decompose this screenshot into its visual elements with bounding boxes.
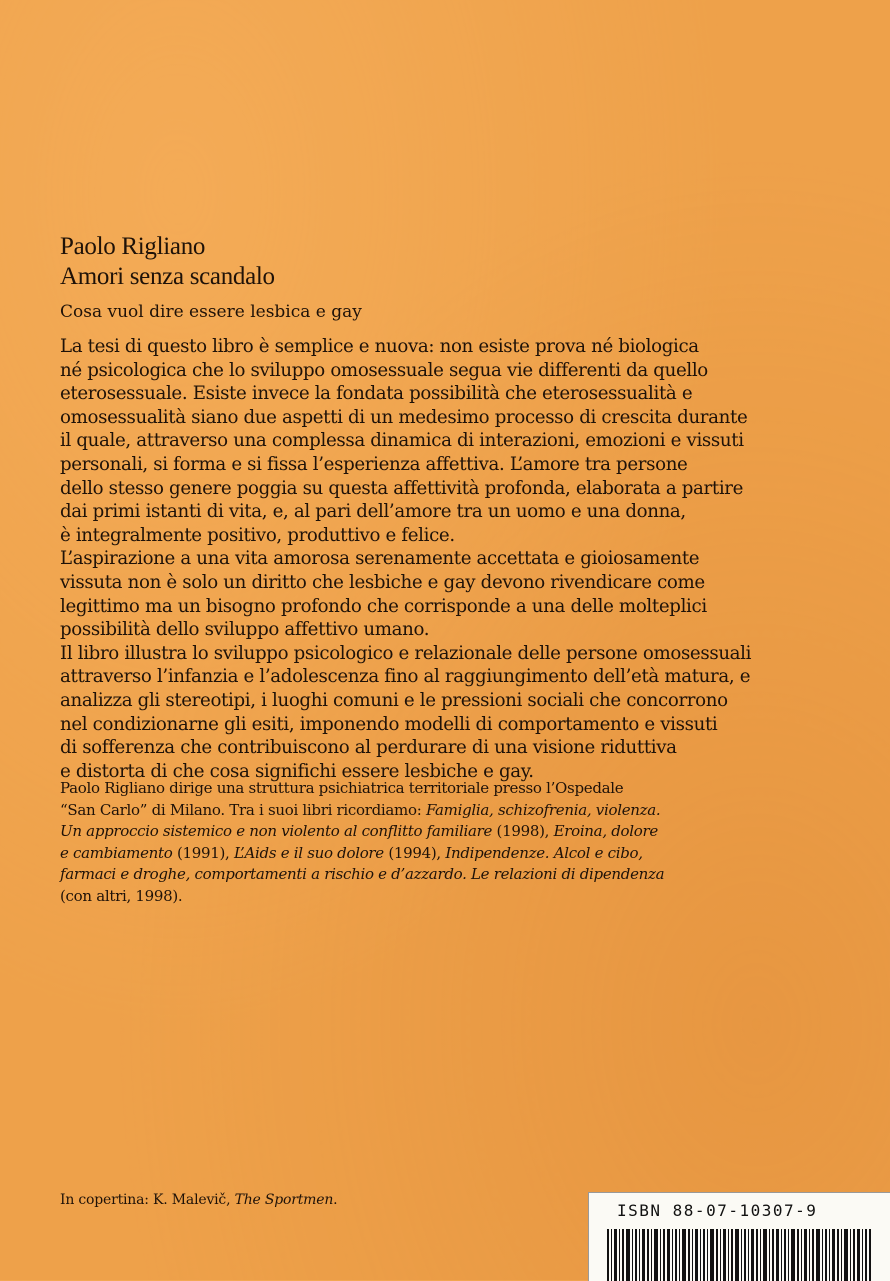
blurb-line: personali, si forma e si fissa l’esperienza affettiva. L’amore tra persone: [60, 453, 688, 475]
blurb-line: vissuta non è solo un diritto che lesbiche e gay devono rivendicare come: [60, 571, 705, 593]
blurb-line: nel condizionarne gli esiti, imponendo modelli di comportamento e vissuti: [60, 713, 718, 735]
isbn-number: ISBN 88-07-10307-9: [617, 1201, 818, 1220]
blurb-line: analizza gli stereotipi, i luoghi comuni e le pressioni sociali che concorrono: [60, 689, 728, 711]
blurb-line: La tesi di questo libro è semplice e nuova: non esiste prova né biologica: [60, 336, 699, 357]
credit-prefix: In copertina: K. Malevič,: [60, 1192, 235, 1208]
bio-text: (1991),: [172, 843, 234, 862]
bio-book-title: farmaci e droghe, comportamenti a rischio e d’azzardo. Le relazioni di dipendenza: [60, 865, 665, 883]
blurb-line: legittimo ma un bisogno profondo che corrisponde a una delle molteplici: [60, 595, 707, 617]
bio-line: [60, 778, 850, 800]
cover-credit: [60, 1190, 337, 1210]
isbn-label: [588, 1192, 890, 1281]
bio-book-title: Indipendenze. Alcol e cibo,: [445, 843, 643, 862]
bio-line: [60, 886, 850, 908]
blurb-line: è integralmente positivo, produttivo e felice.: [60, 524, 455, 546]
bio-text: “San Carlo” di Milano. Tra i suoi libri ricordiamo:: [60, 800, 426, 819]
blurb-line: Il libro illustra lo sviluppo psicologico e relazionale delle persone omosessuali: [60, 642, 752, 664]
bio-text: (1994),: [383, 843, 446, 862]
blurb-line: L’aspirazione a una vita amorosa serenamente accettata e gioiosamente: [60, 548, 700, 570]
bio-text: (1998),: [492, 822, 554, 840]
bio-book-title: e cambiamento: [60, 843, 173, 862]
blurb-line: dello stesso genere poggia su questa affettività profonda, elaborata a partire: [60, 477, 744, 499]
bio-text: (con altri, 1998).: [60, 886, 183, 905]
book-title: Amori senza scandalo: [60, 263, 275, 290]
book-subtitle: Cosa vuol dire essere lesbica e gay: [60, 302, 362, 322]
blurb-line: il quale, attraverso una complessa dinamica di interazioni, emozioni e vissuti: [60, 430, 744, 452]
blurb-line: e distorta di che cosa significhi essere lesbiche e gay.: [60, 760, 534, 782]
bio-book-title: Eroina, dolore: [553, 822, 658, 840]
bio-line: [60, 843, 850, 865]
bio-text: Paolo Rigliano dirige una struttura psichiatrica territoriale presso l’Ospedale: [60, 779, 624, 797]
bio-line: [60, 821, 850, 843]
blurb-line: né psicologica che lo sviluppo omosessuale segua vie differenti da quello: [60, 359, 708, 381]
bio-book-title: Un approccio sistemico e non violento al conflitto familiare: [60, 822, 493, 840]
credit-work-title: The Sportmen: [234, 1192, 334, 1208]
author-name: Paolo Rigliano: [60, 233, 206, 260]
blurb-line: omosessualità siano due aspetti di un medesimo processo di crescita durante: [60, 406, 748, 428]
bio-line: [60, 800, 850, 822]
bio-book-title: Famiglia, schizofrenia, violenza.: [425, 800, 661, 819]
blurb-line: dai primi istanti di vita, e, al pari dell’amore tra un uomo e una donna,: [60, 501, 686, 523]
credit-suffix: .: [333, 1192, 338, 1208]
blurb-line: di sofferenza che contribuiscono al perdurare di una visione riduttiva: [60, 737, 677, 759]
bio-book-title: L’Aids e il suo dolore: [233, 843, 384, 862]
bio-line: [60, 864, 850, 886]
blurb-line: possibilità dello sviluppo affettivo umano.: [60, 619, 430, 641]
blurb-text: [60, 335, 850, 783]
blurb-line: eterosessuale. Esiste invece la fondata possibilità che eterosessualità e: [60, 383, 693, 405]
author-bio: [60, 778, 850, 907]
blurb-line: attraverso l’infanzia e l’adolescenza fino al raggiungimento dell’età matura, e: [60, 666, 751, 688]
barcode-icon: [607, 1229, 873, 1281]
